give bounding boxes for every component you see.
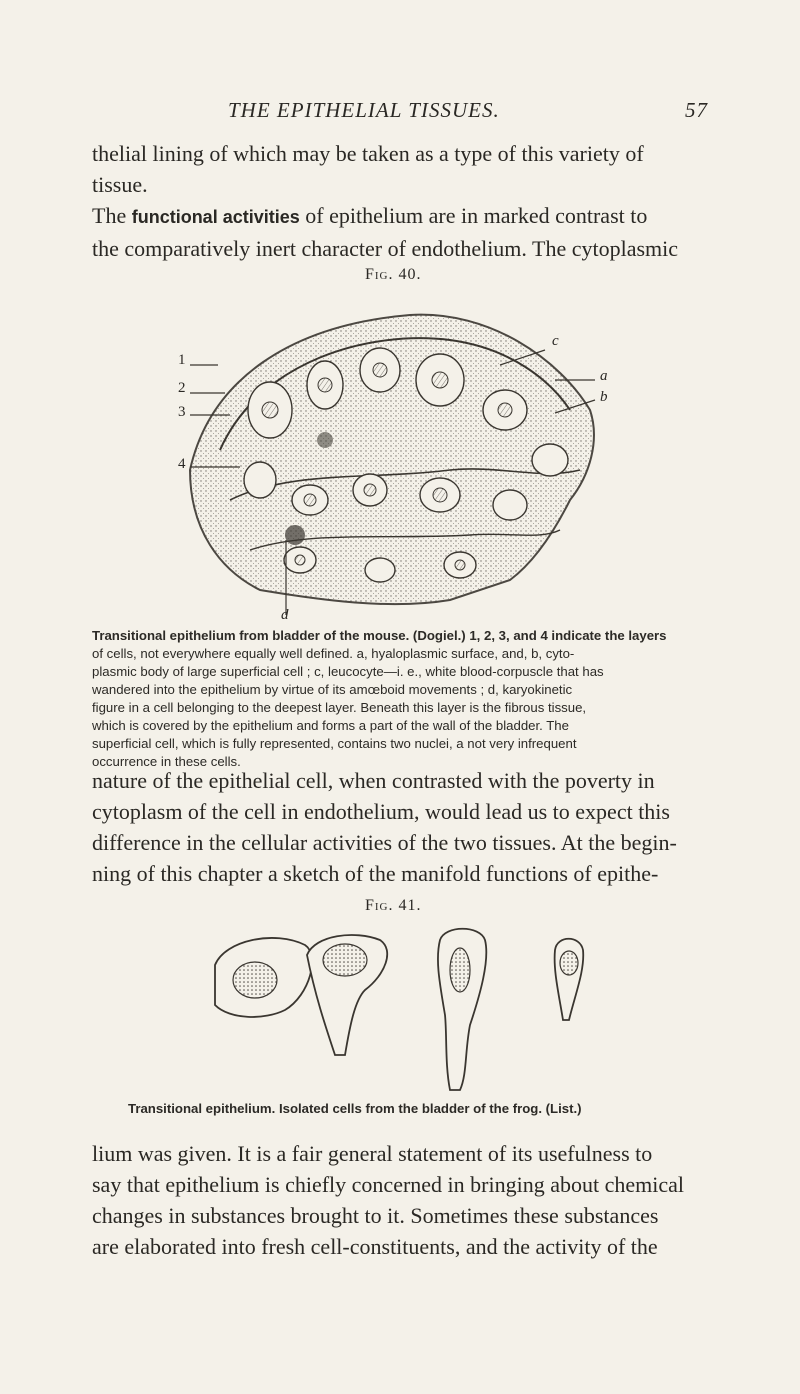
label-a: a	[600, 368, 608, 384]
text-line: thelial lining of which may be taken as a type of this variety of	[92, 141, 644, 166]
paragraph-1	[92, 138, 712, 264]
figure-41-label: Fig. 41.	[365, 897, 422, 914]
label-3: 3	[178, 404, 186, 420]
paragraph-2	[92, 765, 712, 889]
label-c: c	[552, 333, 559, 349]
text-line: the comparatively inert character of endothelium. The cytoplasmic	[92, 236, 679, 261]
text-line: difference in the cellular activities of the two tissues. At the begin-	[92, 830, 677, 855]
label-4: 4	[178, 456, 186, 472]
text-run: of epithelium are in marked contrast to	[299, 203, 648, 228]
text-run: The	[92, 203, 132, 228]
text-line: nature of the epithelial cell, when contrasted with the poverty in	[92, 768, 655, 793]
page-number: 57	[685, 98, 708, 122]
caption-line: of cells, not everywhere equally well defined. a, hyaloplasmic surface, and, b, cyto-	[92, 646, 575, 661]
paragraph-3	[92, 1138, 712, 1262]
text-line: changes in substances brought to it. Sometimes these substances	[92, 1203, 659, 1228]
figure-40-label: Fig. 40.	[365, 266, 422, 283]
bold-term: functional activities	[131, 207, 300, 227]
isolated-cells-drawing	[195, 925, 605, 1100]
text-line: cytoplasm of the cell in endothelium, would lead us to expect this	[92, 799, 670, 824]
figure-41-illustration	[195, 925, 605, 1100]
label-2: 2	[178, 380, 186, 396]
label-d: d	[281, 607, 289, 623]
label-b: b	[600, 389, 608, 405]
text-line: lium was given. It is a fair general statement of its usefulness to	[92, 1141, 653, 1166]
caption-line: figure in a cell belonging to the deepest layer. Beneath this layer is the fibrous tissue,	[92, 700, 587, 715]
caption-line: plasmic body of large superficial cell ; c, leucocyte—i. e., white blood-corpuscle that has	[92, 664, 604, 679]
caption-line: wandered into the epithelium by virtue of its amœboid movements ; d, karyokinetic	[92, 682, 573, 697]
text-line: say that epithelium is chiefly concerned in bringing about chemical	[92, 1172, 684, 1197]
caption-line: occurrence in these cells.	[92, 754, 241, 769]
running-header	[228, 98, 708, 128]
text-line	[92, 200, 712, 233]
text-line: are elaborated into fresh cell-constituents, and the activity of the	[92, 1234, 658, 1259]
label-1: 1	[178, 352, 186, 368]
caption-line: Transitional epithelium. Isolated cells from the bladder of the frog. (List.)	[128, 1101, 582, 1116]
text-line: tissue.	[92, 172, 148, 197]
figure-40-caption	[92, 627, 710, 771]
caption-line: superficial cell, which is fully represented, contains two nuclei, a not very infrequent	[92, 736, 577, 751]
caption-line: Transitional epithelium from bladder of the mouse. (Dogiel.) 1, 2, 3, and 4 indicate the layers	[92, 628, 667, 643]
running-title: THE EPITHELIAL TISSUES.	[228, 98, 500, 122]
caption-line: which is covered by the epithelium and forms a part of the wall of the bladder. The	[92, 718, 569, 733]
figure-41-caption	[128, 1100, 688, 1118]
text-line: ning of this chapter a sketch of the manifold functions of epithe-	[92, 861, 659, 886]
